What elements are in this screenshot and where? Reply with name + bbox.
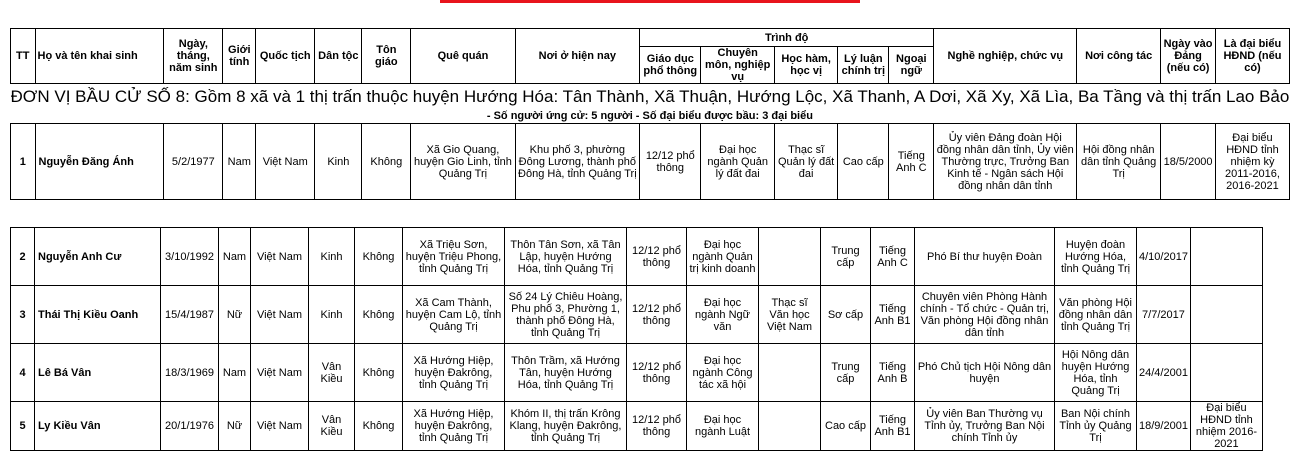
row-hometown: Xã Triệu Sơn, huyện Triệu Phong, tỉnh Quảng Trị [403,228,505,286]
row-education: 12/12 phổ thông [627,344,687,402]
row-specialty: Đại học ngành Công tác xã hội [687,344,759,402]
row-nationality: Việt Nam [256,124,315,200]
row-hometown: Xã Gio Quang, huyện Gio Linh, tỉnh Quảng Trị [411,124,515,200]
row-education: 12/12 phổ thông [627,228,687,286]
row-occupation: Chuyên viên Phòng Hành chính - Tổ chức - Quản trị, Văn phòng Hội đồng nhân dân tỉnh [915,286,1055,344]
row-tt: 3 [11,286,35,344]
header-council: Là đại biểu HĐND (nếu có) [1216,29,1290,84]
row-specialty: Đại học ngành Quản trị kinh doanh [687,228,759,286]
row-specialty: Đại học ngành Quản lý đất đai [701,124,775,200]
row-education: 12/12 phổ thông [627,286,687,344]
row-tt: 4 [11,344,35,402]
header-hometown: Quê quán [411,29,515,84]
row-workplace: Ban Nội chính Tỉnh ủy Quảng Trị [1055,402,1137,451]
row-politics: Sơ cấp [821,286,871,344]
row-residence: Thôn Trầm, xã Hướng Tân, huyện Hướng Hóa, tỉnh Quảng Trị [505,344,627,402]
row-tt: 1 [11,124,36,200]
row-hometown: Xã Cam Thành, huyện Cam Lộ, tỉnh Quảng Trị [403,286,505,344]
header-language: Ngoại ngữ [889,47,934,84]
row-dob: 20/1/1976 [161,402,219,451]
row-religion: Không [362,124,411,200]
row-language: Tiếng Anh B [871,344,915,402]
row-politics: Trung cấp [821,228,871,286]
row-degree [759,228,821,286]
header-dob: Ngày, tháng, năm sinh [164,29,223,84]
row-council [1190,286,1262,344]
row-tt: 5 [11,402,35,451]
row-party-date: 18/5/2000 [1161,124,1216,200]
table-row [11,286,1263,344]
header-gender: Giới tính [223,29,256,84]
header-residence: Nơi ở hiện nay [515,29,640,84]
unit-subtitle-row [11,110,1290,124]
row-specialty: Đại học ngành Luật [687,402,759,451]
row-degree: Thạc sĩ Văn học Việt Nam [759,286,821,344]
row-hometown: Xã Hướng Hiệp, huyện Đakrông, tỉnh Quảng Trị [403,402,505,451]
candidate-table-top [10,28,1290,200]
row-ethnicity: Kinh [309,228,355,286]
row-religion: Không [355,228,403,286]
row-religion: Không [355,344,403,402]
unit-subtitle: - Số người ứng cử: 5 người - Số đại biểu được bầu: 3 đại biểu [486,110,813,123]
row-language: Tiếng Anh B1 [871,286,915,344]
row-gender: Nam [219,228,251,286]
row-occupation: Phó Chủ tịch Hội Nông dân huyện [915,344,1055,402]
row-occupation: Ủy viên Ban Thường vụ Tỉnh ủy, Trưởng Ban Nội chính Tỉnh ủy [915,402,1055,451]
row-ethnicity: Vân Kiều [309,402,355,451]
row-name: Ly Kiều Vân [35,402,161,451]
row-gender: Nam [223,124,256,200]
row-politics: Cao cấp [821,402,871,451]
row-ethnicity: Kinh [309,286,355,344]
header-ethnicity: Dân tộc [315,29,362,84]
row-residence: Khóm II, thị trấn Krông Klang, huyện Đakrông, tỉnh Quảng Trị [505,402,627,451]
row-residence: Số 24 Lý Chiêu Hoàng, Phu phố 3, Phường 1, thành phố Đông Hà, tỉnh Quảng Trị [505,286,627,344]
header-tt: TT [11,29,36,84]
row-ethnicity: Vân Kiều [309,344,355,402]
row-name: Thái Thị Kiều Oanh [35,286,161,344]
row-hometown: Xã Hướng Hiệp, huyện Đakrông, tỉnh Quảng Trị [403,344,505,402]
header-specialty: Chuyên môn, nghiệp vụ [701,47,775,84]
page-top-red-line [440,0,860,3]
table-row [11,124,1290,200]
row-gender: Nữ [219,402,251,451]
row-gender: Nữ [219,286,251,344]
table-row [11,344,1263,402]
row-religion: Không [355,402,403,451]
row-occupation: Phó Bí thư huyện Đoàn [915,228,1055,286]
row-ethnicity: Kinh [315,124,362,200]
row-name: Nguyễn Đăng Ánh [35,124,164,200]
header-politics: Lý luận chính trị [838,47,889,84]
row-dob: 5/2/1977 [164,124,223,200]
row-council [1190,344,1262,402]
row-residence: Khu phố 3, phường Đông Lương, thành phố Đông Hà, tỉnh Quảng Trị [515,124,640,200]
row-council: Đại biểu HĐND tỉnh nhiệm kỳ 2011-2016, 2016-2021 [1216,124,1290,200]
row-education: 12/12 phổ thông [627,402,687,451]
header-row-1 [11,29,1290,47]
row-gender: Nam [219,344,251,402]
header-occupation: Nghề nghiệp, chức vụ [934,29,1077,84]
header-degree: Học hàm, học vị [774,47,837,84]
row-degree [759,344,821,402]
table-row [11,402,1263,451]
row-politics: Cao cấp [838,124,889,200]
row-party-date: 7/7/2017 [1137,286,1191,344]
row-occupation: Ủy viên Đảng đoàn Hội đồng nhân dân tỉnh, Ủy viên Thường trực, Trưởng Ban Kinh tế - Ngân sách Hội đồng nhân dân tỉnh [934,124,1077,200]
row-language: Tiếng Anh B1 [871,402,915,451]
unit-title: ĐƠN VỊ BẦU CỬ SỐ 8: Gồm 8 xã và 1 thị trấn thuộc huyện Hướng Hóa: Tân Thành, Xã Thuận, Hướng Lộc, Xã Thanh, A Dơi, Xã Xy, Xã Lìa, Ba Tầng và thị trấn Lao Bảo [10,86,1290,106]
row-residence: Thôn Tân Sơn, xã Tân Lập, huyện Hướng Hóa, tỉnh Quảng Trị [505,228,627,286]
row-degree [759,402,821,451]
row-council: Đại biểu HĐND tỉnh nhiệm 2016-2021 [1190,402,1262,451]
row-workplace: Hội Nông dân huyện Hướng Hóa, tỉnh Quảng Trị [1055,344,1137,402]
table-row [11,228,1263,286]
header-nationality: Quốc tịch [256,29,315,84]
header-name: Họ và tên khai sinh [35,29,164,84]
row-nationality: Việt Nam [251,344,309,402]
row-nationality: Việt Nam [251,228,309,286]
row-specialty: Đại học ngành Ngữ văn [687,286,759,344]
row-religion: Không [355,286,403,344]
row-language: Tiếng Anh C [889,124,934,200]
row-party-date: 4/10/2017 [1137,228,1191,286]
header-religion: Tôn giáo [362,29,411,84]
row-language: Tiếng Anh C [871,228,915,286]
row-dob: 18/3/1969 [161,344,219,402]
row-degree: Thạc sĩ Quản lý đất đai [774,124,837,200]
row-education: 12/12 phổ thông [640,124,701,200]
candidate-table-bottom [10,227,1263,451]
row-name: Lê Bá Vân [35,344,161,402]
header-education: Giáo dục phổ thông [640,47,701,84]
row-workplace: Huyện đoàn Hướng Hóa, tỉnh Quảng Trị [1055,228,1137,286]
unit-title-row [11,84,1290,110]
header-trinh-do: Trình độ [640,29,934,47]
row-nationality: Việt Nam [251,286,309,344]
row-politics: Trung cấp [821,344,871,402]
row-dob: 15/4/1987 [161,286,219,344]
header-party-date: Ngày vào Đảng (nếu có) [1161,29,1216,84]
row-dob: 3/10/1992 [161,228,219,286]
row-party-date: 18/9/2001 [1137,402,1191,451]
row-tt: 2 [11,228,35,286]
header-workplace: Nơi công tác [1077,29,1161,84]
row-workplace: Hội đồng nhân dân tỉnh Quảng Trị [1077,124,1161,200]
row-council [1190,228,1262,286]
row-nationality: Việt Nam [251,402,309,451]
row-workplace: Văn phòng Hội đồng nhân dân tỉnh Quảng Trị [1055,286,1137,344]
row-name: Nguyễn Anh Cư [35,228,161,286]
row-party-date: 24/4/2001 [1137,344,1191,402]
